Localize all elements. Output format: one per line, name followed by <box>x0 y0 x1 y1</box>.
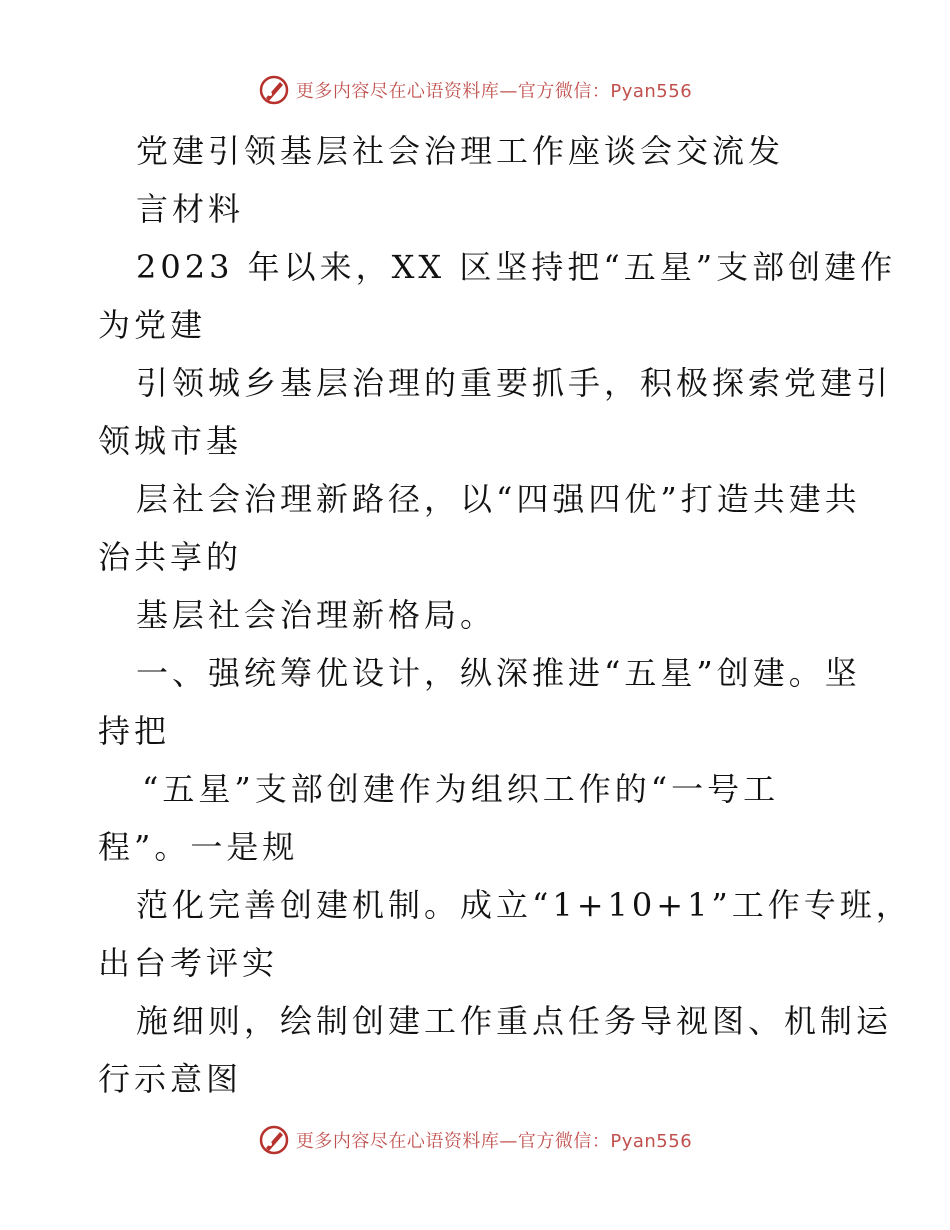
paragraph-line: “五星”支部创建作为组织工作的“一号工 <box>142 770 780 808</box>
paragraph-line: 持把 <box>98 712 171 750</box>
paragraph-line: 基层社会治理新格局。 <box>136 596 497 634</box>
paragraph-line: 治共享的 <box>98 538 243 576</box>
paragraph-line: 行示意图 <box>98 1060 243 1098</box>
title-line-1: 党建引领基层社会治理工作座谈会交流发 <box>136 132 785 170</box>
section-heading-line: 一、强统筹优设计，纵深推进“五星”创建。坚 <box>136 654 861 692</box>
paragraph-line: 2023 年以来，XX 区坚持把“五星”支部创建作 <box>136 248 897 286</box>
document-body <box>98 122 912 1108</box>
title-line-2: 言材料 <box>136 190 245 228</box>
paragraph-line: 为党建 <box>98 306 207 344</box>
pen-logo-icon <box>258 74 290 106</box>
paragraph-line: 领城市基 <box>98 422 243 460</box>
paragraph-line: 引领城乡基层治理的重要抓手，积极探索党建引 <box>136 364 893 402</box>
header-banner <box>0 70 950 110</box>
banner-text <box>296 1127 692 1153</box>
banner-label: 更多内容尽在心语资料库—官方微信： <box>295 1131 611 1152</box>
paragraph-line: 层社会治理新路径，以“四强四优”打造共建共 <box>136 480 861 518</box>
paragraph-line: 施细则，绘制创建工作重点任务导视图、机制运 <box>136 1002 893 1040</box>
banner-label: 更多内容尽在心语资料库—官方微信： <box>295 81 611 102</box>
wechat-handle: Pyan556 <box>610 81 693 102</box>
footer-banner <box>0 1120 950 1160</box>
paragraph-line: 程”。一是规 <box>98 828 299 866</box>
pen-logo-icon <box>258 1124 290 1156</box>
paragraph-line: 出台考评实 <box>98 944 279 982</box>
paragraph-line: 范化完善创建机制。成立“1+10+1”工作专班， <box>136 886 912 924</box>
banner-text <box>296 77 692 103</box>
wechat-handle: Pyan556 <box>610 1131 693 1152</box>
